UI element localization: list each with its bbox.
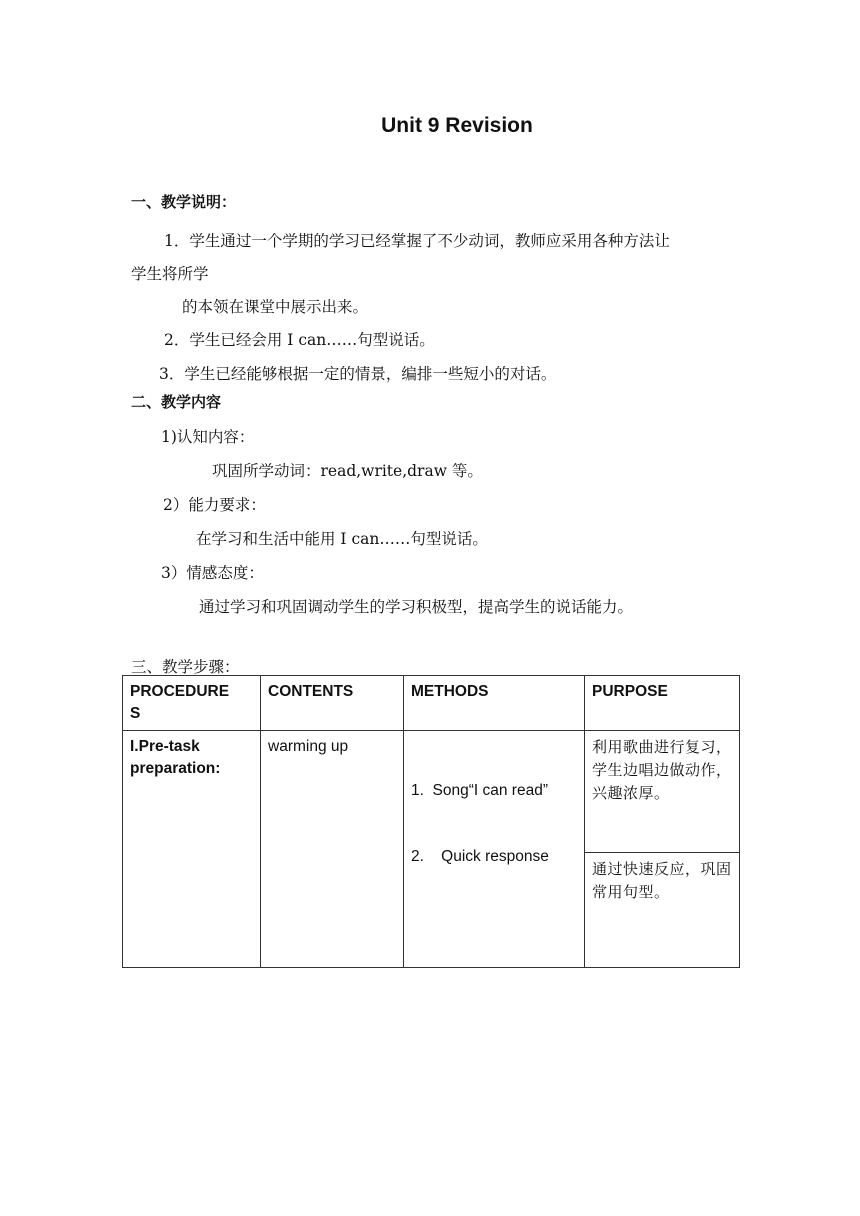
section2-heading: 二、教学内容: [131, 393, 222, 411]
header-procedures-line2: S: [130, 705, 141, 722]
section1-item1-line3: 的本领在课堂中展示出来。: [182, 298, 369, 316]
section1-item1-line2: 学生将所学: [131, 265, 209, 283]
table-header-row: [123, 676, 740, 731]
table-row: [123, 731, 740, 968]
section3-heading: 三、教学步骤：: [131, 658, 240, 676]
procedure-line1: I.Pre-task: [130, 738, 200, 755]
cell-procedure: [123, 731, 261, 968]
section1-item2: 2．学生已经会用 I can……句型说话。: [164, 331, 435, 349]
method-item-1: 1. Song“I can read”: [411, 782, 548, 799]
section2-sub3-label: 3）情感态度：: [161, 564, 264, 582]
header-purpose-label: PURPOSE: [592, 683, 668, 700]
section2-sub2-label: 2）能力要求：: [163, 496, 266, 514]
procedure-line2: preparation:: [130, 760, 221, 777]
header-contents-label: CONTENTS: [268, 683, 354, 700]
header-methods: [404, 676, 585, 731]
header-procedures: [123, 676, 261, 731]
cell-purpose: [585, 731, 740, 968]
header-purpose: [585, 676, 740, 731]
content-text: warming up: [268, 738, 349, 755]
header-methods-label: METHODS: [411, 683, 489, 700]
header-contents: [261, 676, 404, 731]
section2-sub1-label: 1)认知内容：: [161, 428, 255, 446]
section2-sub3-text: 通过学习和巩固调动学生的学习积极型，提高学生的说话能力。: [199, 598, 634, 616]
purpose-text-1: 利用歌曲进行复习，学生边唱边做动作，兴趣浓厚。: [592, 738, 732, 802]
header-procedures-line1: PROCEDURE: [130, 683, 230, 700]
section2-sub1-text: 巩固所学动词：read,write,draw 等。: [212, 462, 483, 480]
section1-item3: 3．学生已经能够根据一定的情景，编排一些短小的对话。: [159, 365, 557, 383]
page-title: Unit 9 Revision: [381, 114, 533, 137]
section1-heading: 一、教学说明：: [131, 193, 237, 211]
section1-item1-line1: 1．学生通过一个学期的学习已经掌握了不少动词，教师应采用各种方法让: [164, 232, 670, 250]
cell-methods: [404, 731, 585, 968]
cell-content: [261, 731, 404, 968]
purpose-text-2: 通过快速反应，巩固常用句型。: [592, 860, 732, 901]
teaching-steps-table: [122, 675, 740, 968]
section2-sub2-text: 在学习和生活中能用 I can……句型说话。: [196, 530, 488, 548]
method-item-2: 2. Quick response: [411, 848, 549, 865]
